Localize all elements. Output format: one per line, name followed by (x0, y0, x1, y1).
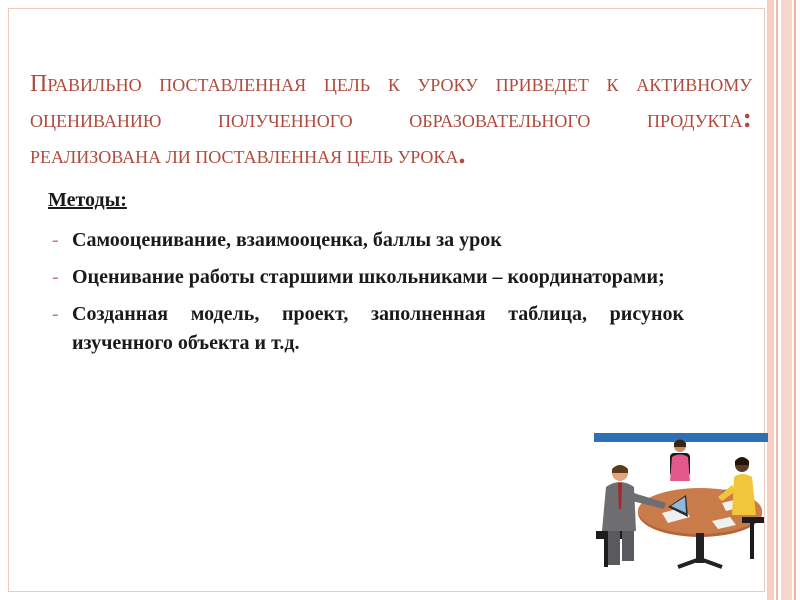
meeting-clipart-icon (594, 433, 768, 577)
decorative-stripe (781, 0, 792, 600)
decorative-stripe (767, 0, 774, 600)
list-item (48, 263, 684, 292)
title-line-1 (30, 68, 752, 102)
bullet-dash-icon: - (52, 229, 59, 251)
bullet-dash-icon: - (52, 266, 59, 288)
list-item (48, 300, 684, 358)
title-line-2-text: ОЦЕНИВАНИЮ ПОЛУЧЕННОГО ОБРАЗОВАТЕЛЬНОГО ПРОДУКТА (30, 111, 743, 131)
methods-heading: Методы: (48, 189, 127, 211)
bullet-dash-icon: - (52, 303, 59, 325)
methods-list (48, 226, 684, 358)
title-line-3-text: РЕАЛИЗОВАНА ЛИ ПОСТАВЛЕННАЯ ЦЕЛЬ УРОКА (30, 147, 459, 167)
title-line-1-text: РАВИЛЬНО ПОСТАВЛЕННАЯ ЦЕЛЬ К УРОКУ ПРИВЕДЕТ К АКТИВНОМУ (47, 75, 752, 95)
title-first-letter: П (30, 71, 48, 97)
title-colon: : (742, 103, 752, 134)
list-item-text: Созданная модель, проект, заполненная таблица, рисунок изученного объекта и т.д. (72, 303, 684, 354)
list-item (48, 226, 684, 255)
title-line-3 (30, 138, 752, 174)
list-item-text: Оценивание работы старшими школьниками – координаторами; (72, 266, 665, 288)
slide-title (30, 68, 752, 174)
decorative-stripe (794, 0, 796, 600)
title-line-2 (30, 102, 752, 138)
decorative-stripe (776, 0, 778, 600)
title-period: . (458, 139, 466, 170)
slide-body (48, 186, 684, 366)
list-item-text: Самооценивание, взаимооценка, баллы за урок (72, 229, 502, 251)
